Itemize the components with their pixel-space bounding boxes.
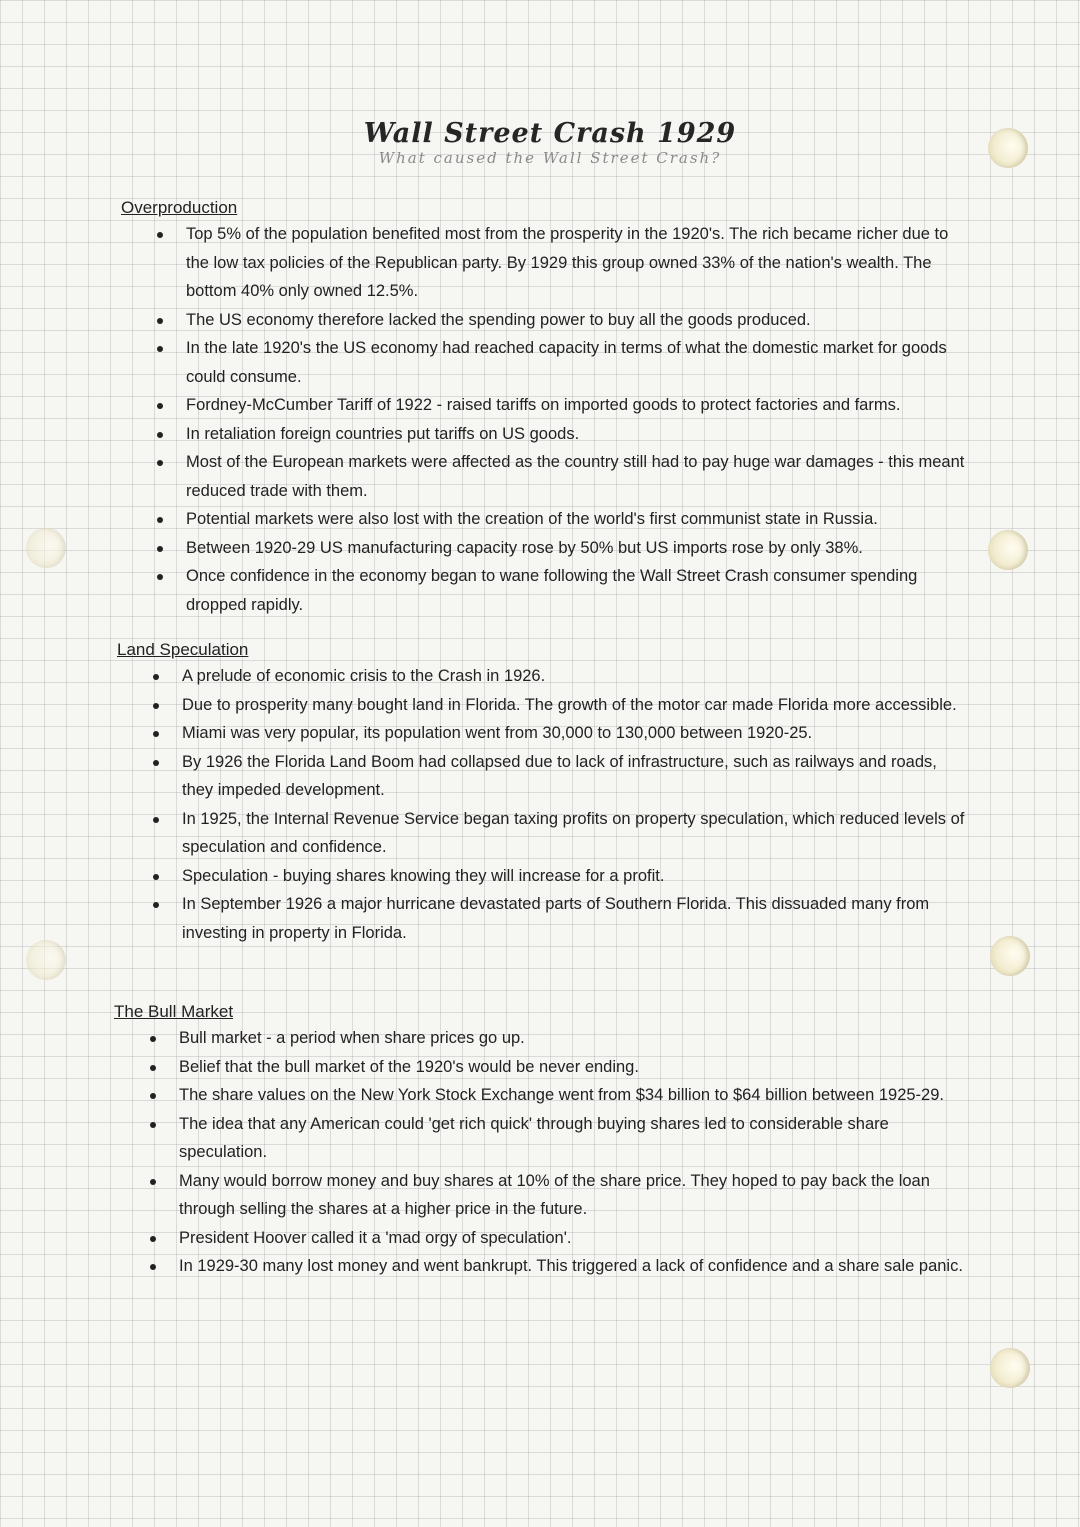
punch-hole [26,940,66,980]
section-heading: Overproduction [121,198,238,217]
list-item: The US economy therefore lacked the spending power to buy all the goods produced. [121,306,971,335]
bullet-list [117,662,967,947]
punch-hole [990,1348,1030,1388]
section-heading: Land Speculation [117,640,249,659]
page-subtitle: What caused the Wall Street Crash? [378,149,722,167]
list-item: Top 5% of the population benefited most from the prosperity in the 1920's. The rich became richer due to the low tax policies of the Republican party. By 1929 this group owned 33% of the nation's wealth. The bottom 40% only owned 12.5%. [121,220,971,306]
list-item: Fordney-McCumber Tariff of 1922 - raised tariffs on imported goods to protect factories and farms. [121,391,971,420]
list-item: Once confidence in the economy began to wane following the Wall Street Crash consumer spending dropped rapidly. [121,562,971,619]
list-item: Bull market - a period when share prices go up. [114,1024,964,1053]
list-item: President Hoover called it a 'mad orgy of speculation'. [114,1224,964,1253]
list-item: The idea that any American could 'get rich quick' through buying shares led to considerable share speculation. [114,1110,964,1167]
list-item: A prelude of economic crisis to the Crash in 1926. [117,662,967,691]
punch-hole [990,936,1030,976]
list-item: Due to prosperity many bought land in Florida. The growth of the motor car made Florida more accessible. [117,691,967,720]
list-item: In retaliation foreign countries put tariffs on US goods. [121,420,971,449]
list-item: In 1925, the Internal Revenue Service began taxing profits on property speculation, which reduced levels of speculation and confidence. [117,805,967,862]
list-item: In 1929-30 many lost money and went bankrupt. This triggered a lack of confidence and a share sale panic. [114,1252,964,1281]
section-bull-market [114,1002,964,1281]
list-item: Most of the European markets were affected as the country still had to pay huge war damages - this meant reduced trade with them. [121,448,971,505]
section-heading: The Bull Market [114,1002,234,1021]
bullet-list [114,1024,964,1281]
list-item: Speculation - buying shares knowing they will increase for a profit. [117,862,967,891]
list-item: Potential markets were also lost with the creation of the world's first communist state in Russia. [121,505,971,534]
list-item: Miami was very popular, its population went from 30,000 to 130,000 between 1920-25. [117,719,967,748]
list-item: Many would borrow money and buy shares at 10% of the share price. They hoped to pay back the loan through selling the shares at a higher price in the future. [114,1167,964,1224]
list-item: In the late 1920's the US economy had reached capacity in terms of what the domestic market for goods could consume. [121,334,971,391]
punch-hole [988,530,1028,570]
bullet-list [121,220,971,619]
list-item: In September 1926 a major hurricane devastated parts of Southern Florida. This dissuaded many from investing in property in Florida. [117,890,967,947]
list-item: The share values on the New York Stock Exchange went from $34 billion to $64 billion between 1925-29. [114,1081,964,1110]
punch-hole [26,528,66,568]
page-title: Wall Street Crash 1929 [363,118,737,149]
list-item: Belief that the bull market of the 1920's would be never ending. [114,1053,964,1082]
title-block [0,118,1080,167]
section-overproduction [121,198,971,619]
list-item: Between 1920-29 US manufacturing capacity rose by 50% but US imports rose by only 38%. [121,534,971,563]
section-land-speculation [117,640,967,947]
list-item: By 1926 the Florida Land Boom had collapsed due to lack of infrastructure, such as railways and roads, they impeded development. [117,748,967,805]
